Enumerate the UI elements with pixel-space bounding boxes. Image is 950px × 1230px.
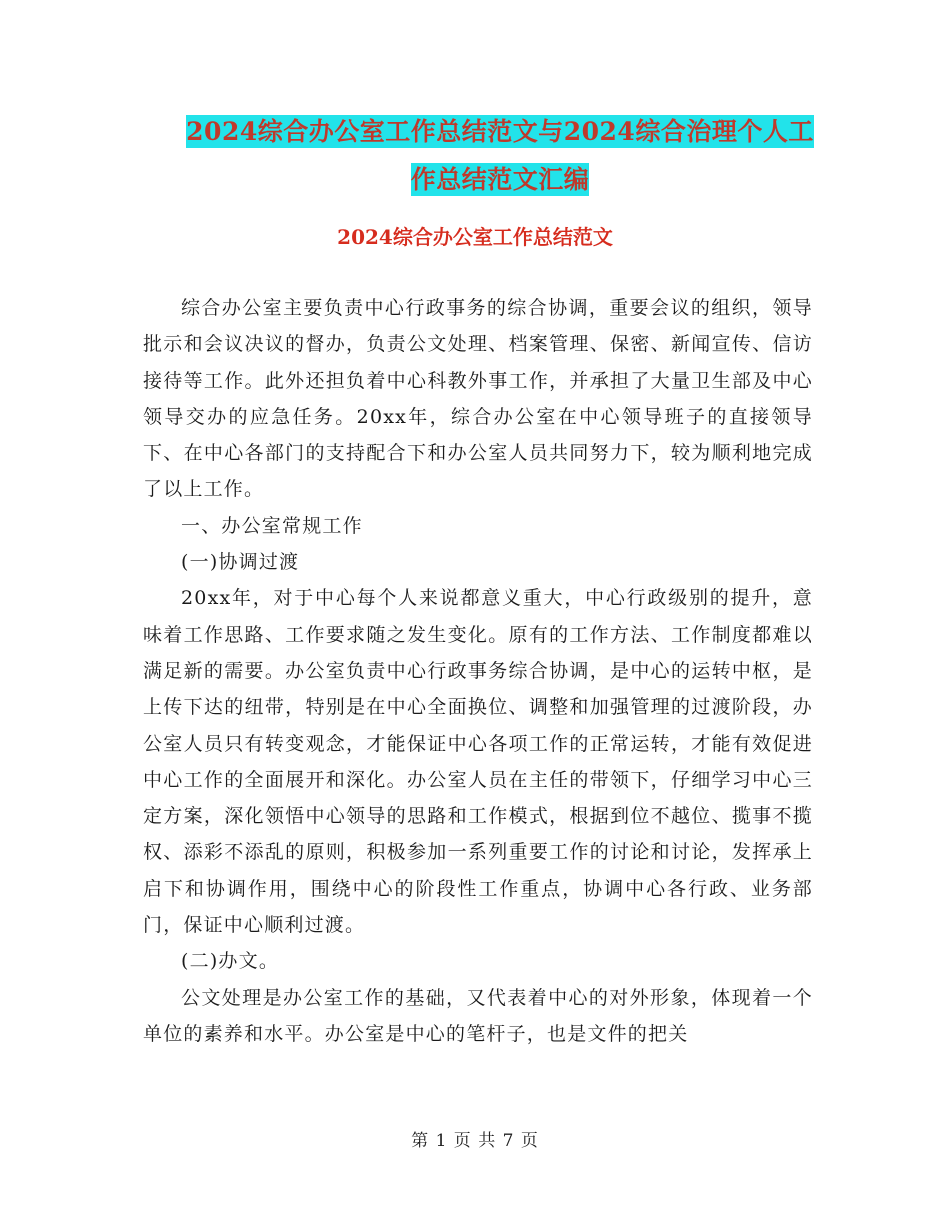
paragraph: (一)协调过渡 <box>181 551 300 574</box>
document-title <box>100 108 900 204</box>
paragraph: 公文处理是办公室工作的基础，又代表着中心的对外形象，体现着一个单位的素养和水平。办公室是中心的笔杆子，也是文件的把关 <box>143 986 813 1045</box>
document-body <box>143 290 813 1052</box>
paragraph: 一、办公室常规工作 <box>181 514 363 537</box>
paragraph: 综合办公室主要负责中心行政事务的综合协调，重要会议的组织，领导批示和会议决议的督办，负责公文处理、档案管理、保密、新闻宣传、信访接待等工作。此外还担负着中心科教外事工作，并承担了大量卫生部及中心领导交办的应急任务。20xx年，综合办公室在中心领导班子的直接领导下、在中心各部门的支持配合下和办公室人员共同努力下，较为顺利地完成了以上工作。 <box>143 297 813 501</box>
section-title: 2024综合办公室工作总结范文 <box>337 225 613 249</box>
title-line-1: 2024综合办公室工作总结范文与2024综合治理个人工 <box>186 117 814 146</box>
title-line-2: 作总结范文汇编 <box>410 165 590 194</box>
paragraph: 20xx年，对于中心每个人来说都意义重大，中心行政级别的提升，意味着工作思路、工作要求随之发生变化。原有的工作方法、工作制度都难以满足新的需要。办公室负责中心行政事务综合协调，是中心的运转中枢，是上传下达的纽带，特别是在中心全面换位、调整和加强管理的过渡阶段，办公室人员只有转变观念，才能保证中心各项工作的正常运转，才能有效促进中心工作的全面展开和深化。办公室人员在主任的带领下，仔细学习中心三定方案，深化领悟中心领导的思路和工作模式，根据到位不越位、揽事不揽权、添彩不添乱的原则，积极参加一系列重要工作的讨论和讨论，发挥承上启下和协调作用，围绕中心的阶段性工作重点，协调中心各行政、业务部门，保证中心顺利过渡。 <box>143 587 813 937</box>
paragraph: (二)办文。 <box>181 950 280 973</box>
page-footer: 第 1 页 共 7 页 <box>411 1131 539 1151</box>
